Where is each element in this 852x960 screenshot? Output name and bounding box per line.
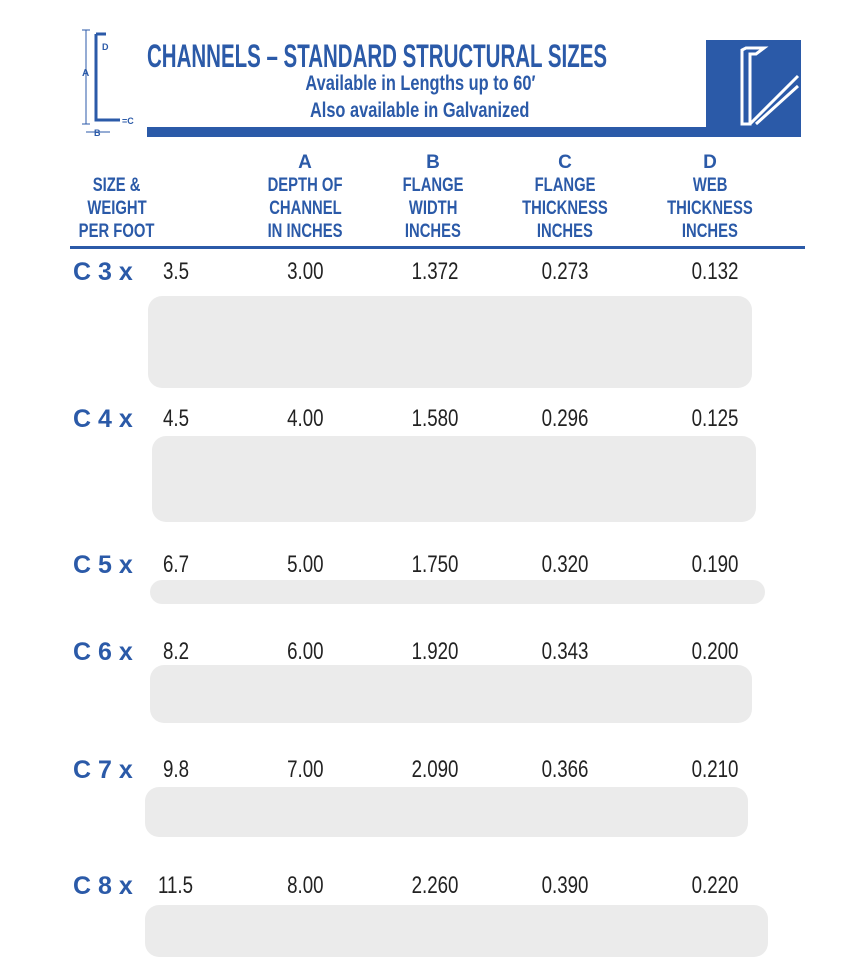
size-label: C 4 x <box>73 405 133 433</box>
size-label: C 7 x <box>73 756 133 784</box>
flange-width: 1.920 <box>411 638 459 665</box>
table-row <box>0 551 852 581</box>
col-header-flange-width: B FLANGE WIDTH INCHES <box>402 152 464 242</box>
col-header-depth: A DEPTH OF CHANNEL IN INCHES <box>267 152 343 242</box>
flange-thickness: 0.366 <box>541 756 589 783</box>
redaction <box>150 580 765 604</box>
table-row <box>0 872 852 902</box>
weight: 11.5 <box>158 872 194 899</box>
flange-width: 1.750 <box>411 551 459 578</box>
depth: 6.00 <box>286 638 324 665</box>
diagram-label-c: =C <box>122 116 134 126</box>
weight: 8.2 <box>163 638 190 665</box>
channel-logo-icon <box>706 40 801 137</box>
diagram-label-a: A <box>82 68 90 79</box>
flange-width: 2.090 <box>411 756 459 783</box>
weight: 3.5 <box>163 258 190 285</box>
subtitle-lengths: Available in Lengths up to 60′ <box>305 72 535 95</box>
flange-thickness: 0.390 <box>541 872 589 899</box>
web-thickness: 0.200 <box>691 638 739 665</box>
size-label: C 5 x <box>73 551 133 579</box>
size-label: C 6 x <box>73 638 133 666</box>
web-thickness: 0.132 <box>691 258 739 285</box>
flange-width: 1.372 <box>411 258 459 285</box>
web-thickness: 0.220 <box>691 872 739 899</box>
redaction <box>152 436 756 522</box>
flange-thickness: 0.296 <box>541 405 589 432</box>
flange-thickness: 0.343 <box>541 638 589 665</box>
depth: 8.00 <box>286 872 324 899</box>
depth: 7.00 <box>286 756 324 783</box>
diagram-label-b: B <box>94 128 101 138</box>
table-row <box>0 258 852 288</box>
table-row <box>0 756 852 786</box>
col-header-size: SIZE & WEIGHT PER FOOT <box>79 175 155 242</box>
redaction <box>145 787 748 837</box>
weight: 4.5 <box>163 405 190 432</box>
redaction <box>145 905 768 957</box>
depth: 3.00 <box>286 258 324 285</box>
weight: 9.8 <box>163 756 190 783</box>
page-title: CHANNELS – STANDARD STRUCTURAL SIZES <box>147 38 608 74</box>
header-divider <box>70 246 805 249</box>
flange-thickness: 0.273 <box>541 258 589 285</box>
depth: 4.00 <box>286 405 324 432</box>
size-label: C 3 x <box>73 258 133 286</box>
redaction <box>148 296 752 388</box>
depth: 5.00 <box>286 551 324 578</box>
table-row <box>0 638 852 668</box>
flange-width: 2.260 <box>411 872 459 899</box>
web-thickness: 0.210 <box>691 756 739 783</box>
web-thickness: 0.190 <box>691 551 739 578</box>
col-header-flange-thickness: C FLANGE THICKNESS INCHES <box>522 152 608 242</box>
flange-thickness: 0.320 <box>541 551 589 578</box>
table-row <box>0 405 852 435</box>
redaction <box>150 665 752 723</box>
weight: 6.7 <box>163 551 190 578</box>
header-rule <box>147 127 801 137</box>
col-header-web-thickness: D WEB THICKNESS INCHES <box>667 152 753 242</box>
flange-width: 1.580 <box>411 405 459 432</box>
subtitle-galvanized: Also available in Galvanized <box>310 99 530 122</box>
size-label: C 8 x <box>73 872 133 900</box>
web-thickness: 0.125 <box>691 405 739 432</box>
diagram-label-d: D <box>102 42 109 52</box>
channel-diagram-icon <box>80 28 140 140</box>
